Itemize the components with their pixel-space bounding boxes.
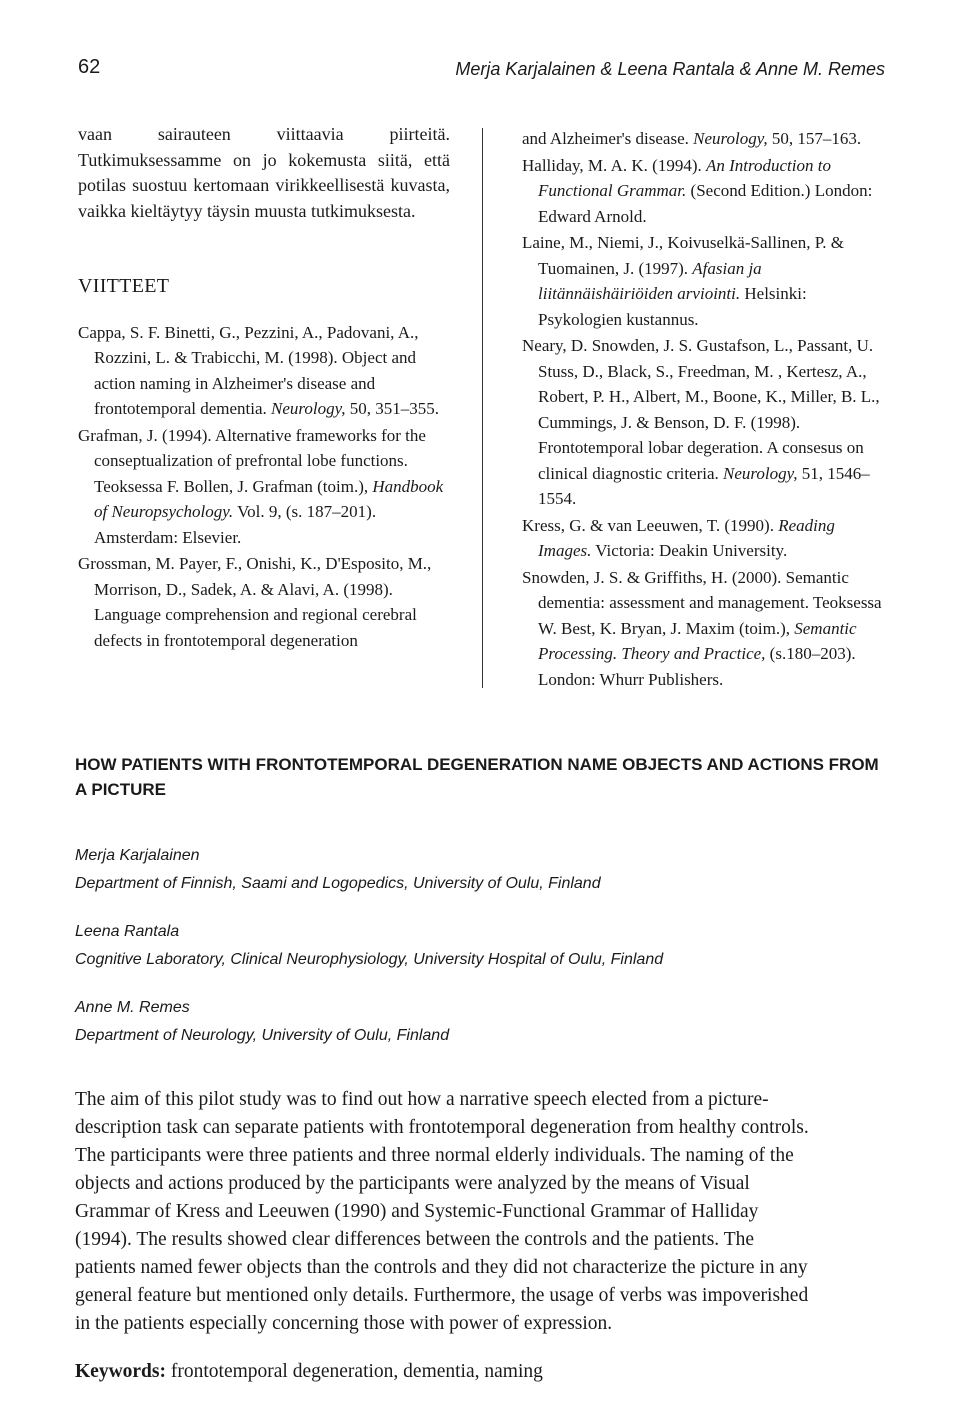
author-name: Anne M. Remes: [75, 999, 190, 1016]
references-heading: VIITTEET: [78, 275, 170, 297]
abstract-section: [75, 752, 885, 1386]
reference-item: Cappa, S. F. Binetti, G., Pezzini, A., Padovani, A., Rozzini, L. & Trabicchi, M. (1998). Object and action naming in Alzheimer's disease and frontotemporal dementia. Neurology, 50, 351–355.: [78, 322, 439, 418]
author-affiliation: Department of Neurology, University of Oulu, Finland: [75, 1027, 450, 1044]
author-block: [75, 842, 885, 898]
author-affiliation: Cognitive Laboratory, Clinical Neurophysiology, University Hospital of Oulu, Finland: [75, 951, 664, 968]
reference-list-right: [522, 126, 890, 692]
abstract-body: The aim of this pilot study was to find out how a narrative speech elected from a picture-description task can separate patients with frontotemporal degeneration from healthy controls. The participants were three patients and three normal elderly individuals. The naming of the objects and actions produced by the participants were analyzed by the means of Visual Grammar of Kress and Leeuwen (1990) and Systemic-Functional Grammar of Halliday (1994). The results showed clear differences between the controls and the patients. The patients named fewer objects than the controls and they did not characterize the picture in any general feature but mentioned only details. Furthermore, the usage of verbs was impoverished in the patients especially concerning those with power of expression.: [75, 1089, 809, 1334]
running-head: Merja Karjalainen & Leena Rantala & Anne M. Remes: [455, 59, 885, 79]
keywords-line: [75, 1358, 885, 1386]
reference-item: Neary, D. Snowden, J. S. Gustafson, L., Passant, U. Stuss, D., Black, S., Freedman, M. , Kertesz, A., Robert, P. H., Albert, M., Boone, K., Miller, B. L., Cummings, J. & Benson, D. F. (1998). Frontotemporal lobar degeration. A consesus on clinical diagnostic criteria. Neurology, 51, 1546–1554.: [522, 336, 880, 508]
right-column: [522, 126, 890, 693]
body-paragraph: vaan sairauteen viittaavia piirteitä. Tutkimuksessamme on jo kokemusta siitä, että potilas suostuu kertomaan virikkeellisestä kuvasta, vaikka kieltäytyy täysin muusta tutkimuksesta.: [78, 124, 450, 221]
reference-item: Kress, G. & van Leeuwen, T. (1990). Reading Images. Victoria: Deakin University.: [522, 515, 835, 560]
author-block: [75, 918, 885, 974]
author-block: [75, 994, 885, 1050]
reference-item: Halliday, M. A. K. (1994). An Introduction to Functional Grammar. (Second Edition.) London: Edward Arnold.: [522, 155, 873, 226]
left-column: [78, 122, 450, 654]
column-divider: [482, 128, 483, 688]
reference-item: Laine, M., Niemi, J., Koivuselkä-Sallinen, P. & Tuomainen, J. (1997). Afasian ja liitännäishäiriöiden arviointi. Helsinki: Psykologien kustannus.: [522, 233, 845, 329]
author-name: Leena Rantala: [75, 923, 180, 940]
reference-item: Grossman, M. Payer, F., Onishi, K., D'Esposito, M., Morrison, D., Sadek, A. & Alavi, A. (1998). Language comprehension and regional cerebral defects in frontotemporal degeneration: [78, 554, 432, 650]
reference-list-left: [78, 320, 450, 654]
author-affiliation: Department of Finnish, Saami and Logopedics, University of Oulu, Finland: [75, 875, 601, 892]
abstract-title: HOW PATIENTS WITH FRONTOTEMPORAL DEGENERATION NAME OBJECTS AND ACTIONS FROM A PICTURE: [75, 755, 879, 799]
keywords-values: frontotemporal degeneration, dementia, naming: [166, 1361, 543, 1382]
reference-item: Grafman, J. (1994). Alternative frameworks for the conseptualization of prefrontal lobe functions. Teoksessa F. Bollen, J. Grafman (toim.), Handbook of Neuropsychology. Vol. 9, (s. 187–201). Amsterdam: Elsevier.: [78, 425, 444, 547]
keywords-label: Keywords:: [75, 1361, 166, 1382]
reference-item: and Alzheimer's disease. Neurology, 50, 157–163.: [522, 129, 862, 148]
author-name: Merja Karjalainen: [75, 847, 200, 864]
reference-item: Snowden, J. S. & Griffiths, H. (2000). Semantic dementia: assessment and management. Teoksessa W. Best, K. Bryan, J. Maxim (toim.), Semantic Processing. Theory and Practice, (s.180–203). London: Whurr Publishers.: [522, 567, 882, 689]
page-number: 62: [78, 56, 101, 78]
